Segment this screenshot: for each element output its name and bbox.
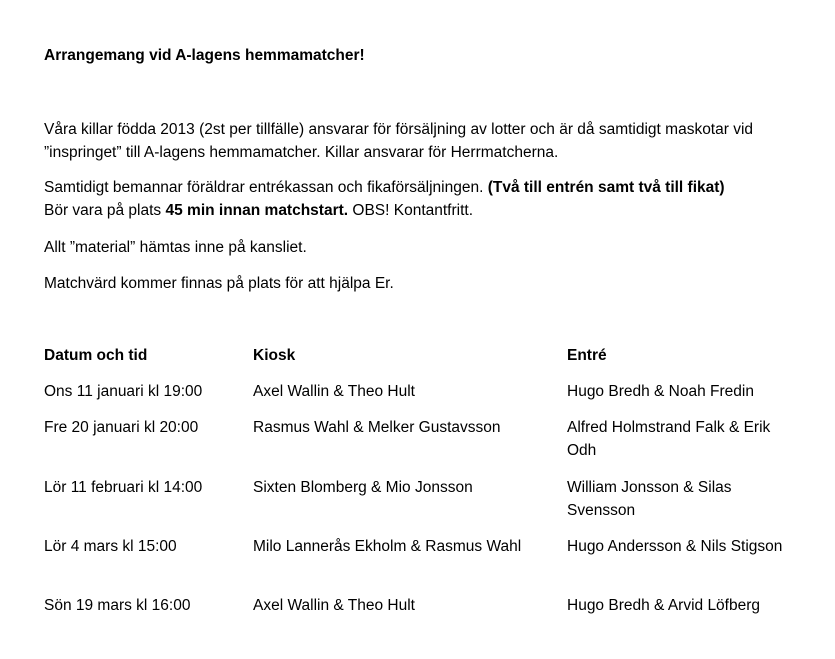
- cell-entrance: Hugo Bredh & Noah Fredin: [567, 383, 754, 400]
- paragraph-parents-bold-1: (Två till entrén samt två till fikat): [487, 179, 725, 196]
- cell-entrance: Hugo Andersson & Nils Stigson: [567, 538, 783, 555]
- header-date: Datum och tid: [44, 347, 148, 364]
- cell-date: Sön 19 mars kl 16:00: [44, 597, 191, 614]
- document-title: Arrangemang vid A-lagens hemmamatcher!: [44, 47, 365, 64]
- schedule-table: [44, 344, 814, 630]
- cell-entrance: Alfred Holmstrand Falk & Erik Odh: [567, 419, 771, 459]
- table-row: [44, 380, 814, 416]
- paragraph-parents-text-2: Bör vara på plats: [44, 202, 166, 219]
- paragraph-parents-bold-2: 45 min innan matchstart.: [165, 202, 349, 219]
- header-kiosk: Kiosk: [253, 347, 296, 364]
- table-row: [44, 476, 814, 535]
- cell-kiosk: Rasmus Wahl & Melker Gustavsson: [253, 419, 501, 436]
- table-header-row: [44, 344, 814, 380]
- cell-date: Fre 20 januari kl 20:00: [44, 419, 199, 436]
- cell-entrance: William Jonsson & Silas Svensson: [567, 479, 732, 519]
- cell-kiosk: Axel Wallin & Theo Hult: [253, 383, 415, 400]
- table-row: [44, 594, 814, 630]
- cell-kiosk: Milo Lannerås Ekholm & Rasmus Wahl: [253, 538, 522, 555]
- paragraph-parents: [44, 176, 804, 222]
- cell-kiosk: Axel Wallin & Theo Hult: [253, 597, 415, 614]
- header-entrance: Entré: [567, 347, 607, 364]
- paragraph-parents-text-3: OBS! Kontantfritt.: [348, 202, 474, 219]
- paragraph-parents-text-1: Samtidigt bemannar föräldrar entrékassan och fikaförsäljningen.: [44, 179, 488, 196]
- cell-date: Lör 4 mars kl 15:00: [44, 538, 177, 555]
- cell-date: Lör 11 februari kl 14:00: [44, 479, 203, 496]
- paragraph-material: Allt ”material” hämtas inne på kansliet.: [44, 239, 307, 256]
- cell-entrance: Hugo Bredh & Arvid Löfberg: [567, 597, 761, 614]
- cell-date: Ons 11 januari kl 19:00: [44, 383, 203, 400]
- table-row: [44, 535, 814, 594]
- paragraph-match-host: Matchvärd kommer finnas på plats för att hjälpa Er.: [44, 275, 394, 292]
- paragraph-mascots: Våra killar födda 2013 (2st per tillfälle) ansvarar för försäljning av lotter och är då samtidigt maskotar vid ”inspringet” till A-lagens hemmamatcher. Killar ansvarar för Herrmatcherna.: [44, 121, 754, 161]
- cell-kiosk: Sixten Blomberg & Mio Jonsson: [253, 479, 473, 496]
- table-row: [44, 416, 814, 476]
